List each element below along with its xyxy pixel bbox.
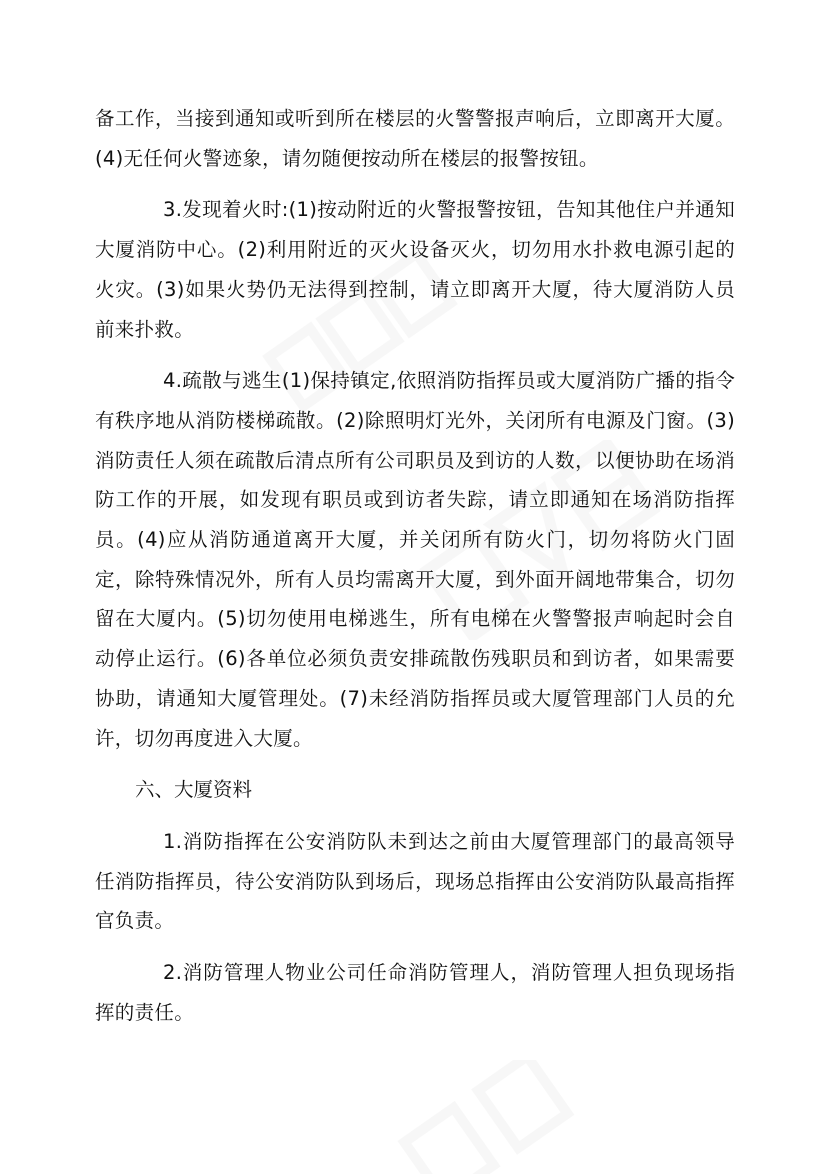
paragraph-fire-discovery: 3.发现着火时:(1)按动附近的火警报警按钮，告知其他住户并通知大厦消防中心。(2)利用附近的灭火设备灭火，切勿用水扑救电源引起的火灾。(3)如果火势仍无法得到控制，请立即离开大厦，待大厦消防人员前来扑救。 — [95, 198, 735, 341]
watermark-icon — [380, 1060, 600, 1174]
paragraph-evacuation: 4.疏散与逃生(1)保持镇定,依照消防指挥员或大厦消防广播的指令有秩序地从消防楼梯疏散。(2)除照明灯光外，关闭所有电源及门窗。(3)消防责任人须在疏散后清点所有公司职员及到访的人数，以便协助在场消防工作的开展，如发现有职员或到访者失踪，请立即通知在场消防指挥员。(4)应从消防通道离开大厦，并关闭所有防火门，切勿将防火门固定，除特殊情况外，所有人员均需离开大厦，到外面开阔地带集合，切勿留在大厦内。(5)切勿使用电梯逃生，所有电梯在火警警报声响起时会自动停止运行。(6)各单位必须负责安排疏散伤残职员和到访者，如果需要协助，请通知大厦管理处。(7)未经消防指挥员或大厦管理部门人员的允许，切勿再度进入大厦。 — [95, 369, 735, 750]
paragraph-fire-command: 1.消防指挥在公安消防队未到达之前由大厦管理部门的最高领导任消防指挥员，待公安消防队到场后，现场总指挥由公安消防队最高指挥官负责。 — [95, 829, 735, 933]
paragraph-continuation: 备工作，当接到通知或听到所在楼层的火警警报声响后，立即离开大厦。(4)无任何火警迹象，请勿随便按动所在楼层的报警按钮。 — [95, 107, 735, 170]
section-heading-building-info: 六、大厦资料 — [135, 778, 253, 802]
document-body — [95, 99, 735, 1032]
paragraph-fire-manager: 2.消防管理人物业公司任命消防管理人，消防管理人担负现场指挥的责任。 — [95, 961, 735, 1024]
